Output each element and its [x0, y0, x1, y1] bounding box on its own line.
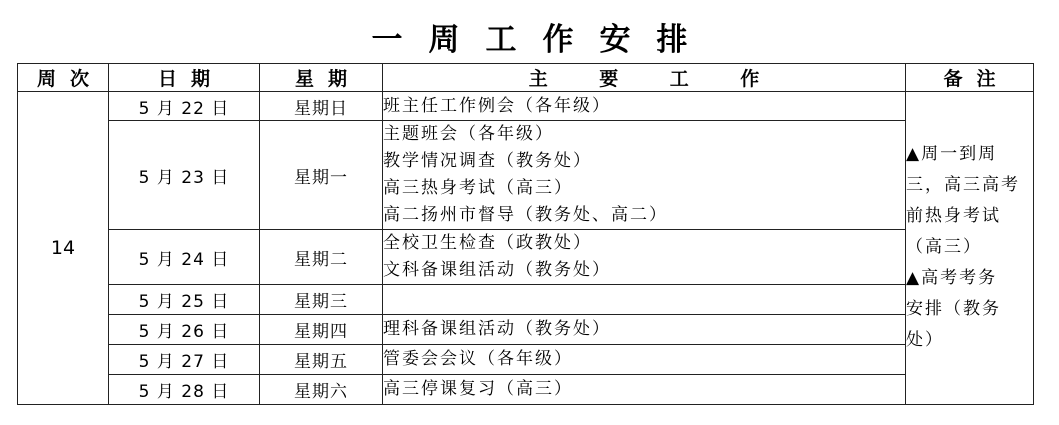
day-cell: 星期一: [260, 121, 383, 230]
work-cell: [383, 345, 906, 375]
date-cell: 5 月 26 日: [109, 315, 260, 345]
work-item: 高三热身考试（高三）: [383, 178, 573, 198]
header-note: 备注: [906, 64, 1034, 92]
work-item: 管委会会议（各年级）: [383, 349, 573, 369]
work-item: 全校卫生检查（政教处）: [383, 233, 592, 253]
header-work-char: 主: [528, 68, 562, 90]
day-cell: 星期日: [260, 92, 383, 121]
day-cell: 星期五: [260, 345, 383, 375]
work-item: 班主任工作例会（各年级）: [383, 95, 611, 116]
table-row: [18, 285, 1034, 315]
work-item: 教学情况调查（教务处）: [383, 151, 592, 171]
note-line: 三，高三高考: [906, 174, 1020, 195]
date-cell: 5 月 23 日: [109, 121, 260, 230]
table-row: [18, 230, 1034, 285]
work-cell: [383, 285, 906, 315]
table-row: [18, 121, 1034, 230]
note-line: ▲周一到周: [906, 143, 998, 164]
date-cell: 5 月 28 日: [109, 375, 260, 405]
header-date: 日期: [109, 64, 260, 92]
week-number: 14: [18, 92, 109, 405]
day-cell: 星期二: [260, 230, 383, 285]
work-cell: [383, 92, 906, 121]
header-work-char: 工: [669, 68, 703, 90]
note-line: 前热身考试: [906, 205, 1001, 226]
table-row: [18, 345, 1034, 375]
table-row: [18, 375, 1034, 405]
date-cell: 5 月 27 日: [109, 345, 260, 375]
header-week: 周次: [18, 64, 109, 92]
day-cell: 星期三: [260, 285, 383, 315]
work-item: 文科备课组活动（教务处）: [383, 260, 611, 280]
weekly-schedule-table: [17, 63, 1034, 405]
day-cell: 星期六: [260, 375, 383, 405]
work-item: 主题班会（各年级）: [383, 124, 554, 144]
work-cell: [383, 315, 906, 345]
date-cell: 5 月 22 日: [109, 92, 260, 121]
work-cell: [383, 375, 906, 405]
page-title: 一周工作安排: [371, 22, 714, 58]
header-row: [18, 64, 1034, 92]
note-line: 安排（教务: [906, 298, 1001, 319]
note-line: 处）: [906, 329, 944, 350]
day-cell: 星期四: [260, 315, 383, 345]
work-item: 高二扬州市督导（教务处、高二）: [383, 205, 668, 225]
header-work-char: 要: [599, 68, 633, 90]
date-cell: 5 月 24 日: [109, 230, 260, 285]
note-line: （高三）: [906, 236, 982, 257]
header-work-char: 作: [740, 68, 774, 90]
note-cell: [906, 92, 1034, 405]
work-item: 理科备课组活动（教务处）: [383, 319, 611, 339]
header-day: 星期: [260, 64, 383, 92]
work-cell: [383, 230, 906, 285]
date-cell: 5 月 25 日: [109, 285, 260, 315]
header-work: [383, 64, 906, 92]
work-item: 高三停课复习（高三）: [383, 379, 573, 399]
table-row: [18, 315, 1034, 345]
table-row: [18, 92, 1034, 121]
note-line: ▲高考考务: [906, 267, 998, 288]
work-cell: [383, 121, 906, 230]
